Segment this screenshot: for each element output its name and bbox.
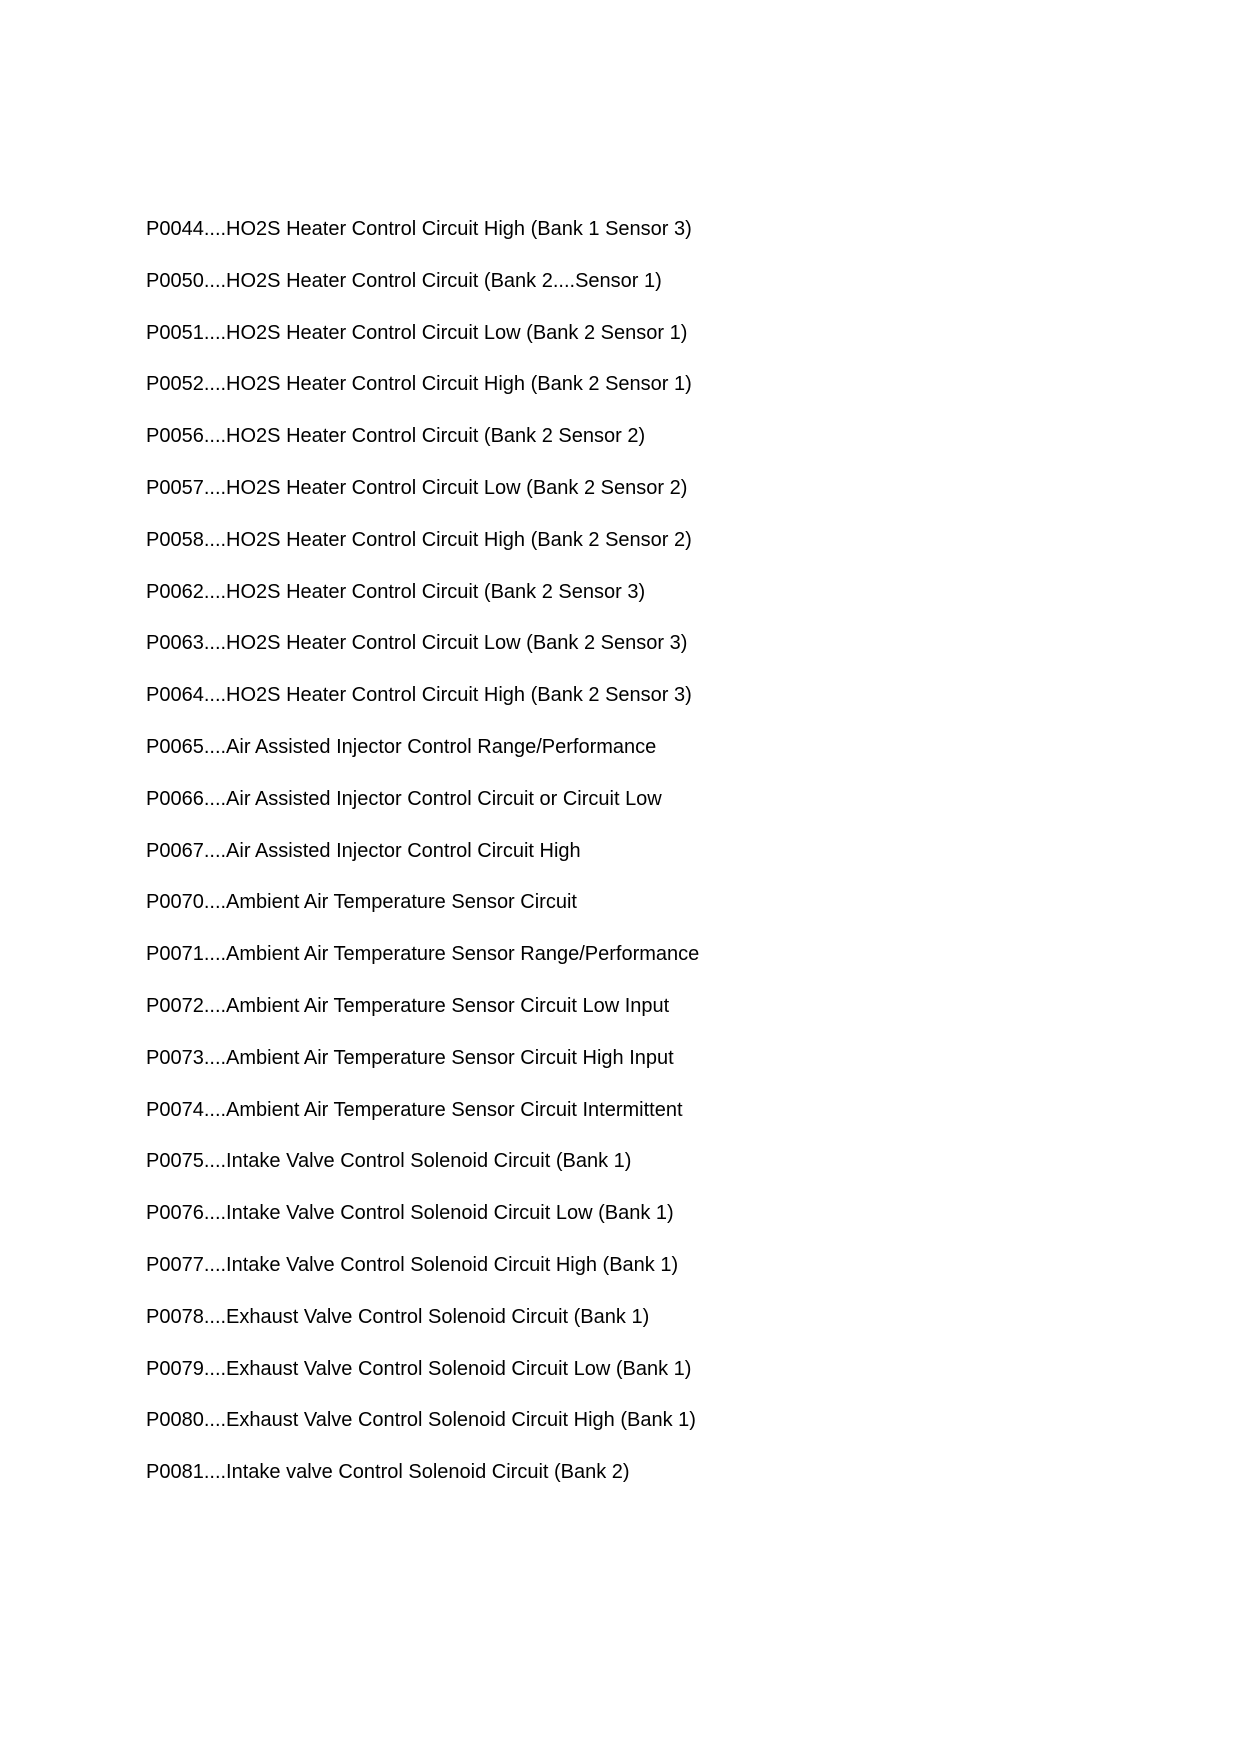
code-line: P0050....HO2S Heater Control Circuit (Bank 2....Sensor 1) bbox=[146, 269, 662, 292]
code-line: P0076....Intake Valve Control Solenoid Circuit Low (Bank 1) bbox=[146, 1202, 674, 1225]
code-line: P0077....Intake Valve Control Solenoid Circuit High (Bank 1) bbox=[146, 1253, 679, 1276]
code-line: P0062....HO2S Heater Control Circuit (Bank 2 Sensor 3) bbox=[146, 580, 646, 603]
code-line: P0070....Ambient Air Temperature Sensor Circuit bbox=[146, 891, 577, 914]
code-line: P0071....Ambient Air Temperature Sensor Range/Performance bbox=[146, 943, 700, 966]
code-line: P0065....Air Assisted Injector Control Range/Performance bbox=[146, 735, 657, 758]
code-line: P0058....HO2S Heater Control Circuit High (Bank 2 Sensor 2) bbox=[146, 528, 692, 551]
code-line: P0051....HO2S Heater Control Circuit Low (Bank 2 Sensor 1) bbox=[146, 321, 688, 344]
code-line: P0057....HO2S Heater Control Circuit Low (Bank 2 Sensor 2) bbox=[146, 476, 688, 499]
code-line: P0052....HO2S Heater Control Circuit High (Bank 2 Sensor 1) bbox=[146, 373, 692, 396]
code-line: P0066....Air Assisted Injector Control Circuit or Circuit Low bbox=[146, 787, 662, 810]
code-line: P0044....HO2S Heater Control Circuit High (Bank 1 Sensor 3) bbox=[146, 218, 692, 240]
code-line: P0078....Exhaust Valve Control Solenoid Circuit (Bank 1) bbox=[146, 1305, 650, 1328]
code-line: P0056....HO2S Heater Control Circuit (Bank 2 Sensor 2) bbox=[146, 425, 646, 448]
code-line: P0080....Exhaust Valve Control Solenoid Circuit High (Bank 1) bbox=[146, 1409, 696, 1432]
code-line: P0072....Ambient Air Temperature Sensor Circuit Low Input bbox=[146, 994, 670, 1017]
code-line: P0064....HO2S Heater Control Circuit High (Bank 2 Sensor 3) bbox=[146, 684, 692, 707]
code-line: P0081....Intake valve Control Solenoid Circuit (Bank 2) bbox=[146, 1461, 630, 1484]
code-line: P0073....Ambient Air Temperature Sensor Circuit High Input bbox=[146, 1046, 674, 1069]
code-line: P0063....HO2S Heater Control Circuit Low (Bank 2 Sensor 3) bbox=[146, 632, 688, 655]
code-line: P0067....Air Assisted Injector Control Circuit High bbox=[146, 839, 581, 862]
code-line: P0079....Exhaust Valve Control Solenoid Circuit Low (Bank 1) bbox=[146, 1357, 692, 1380]
code-line: P0074....Ambient Air Temperature Sensor Circuit Intermittent bbox=[146, 1098, 683, 1121]
dtc-code-list bbox=[146, 218, 699, 1513]
code-line: P0075....Intake Valve Control Solenoid Circuit (Bank 1) bbox=[146, 1150, 632, 1173]
